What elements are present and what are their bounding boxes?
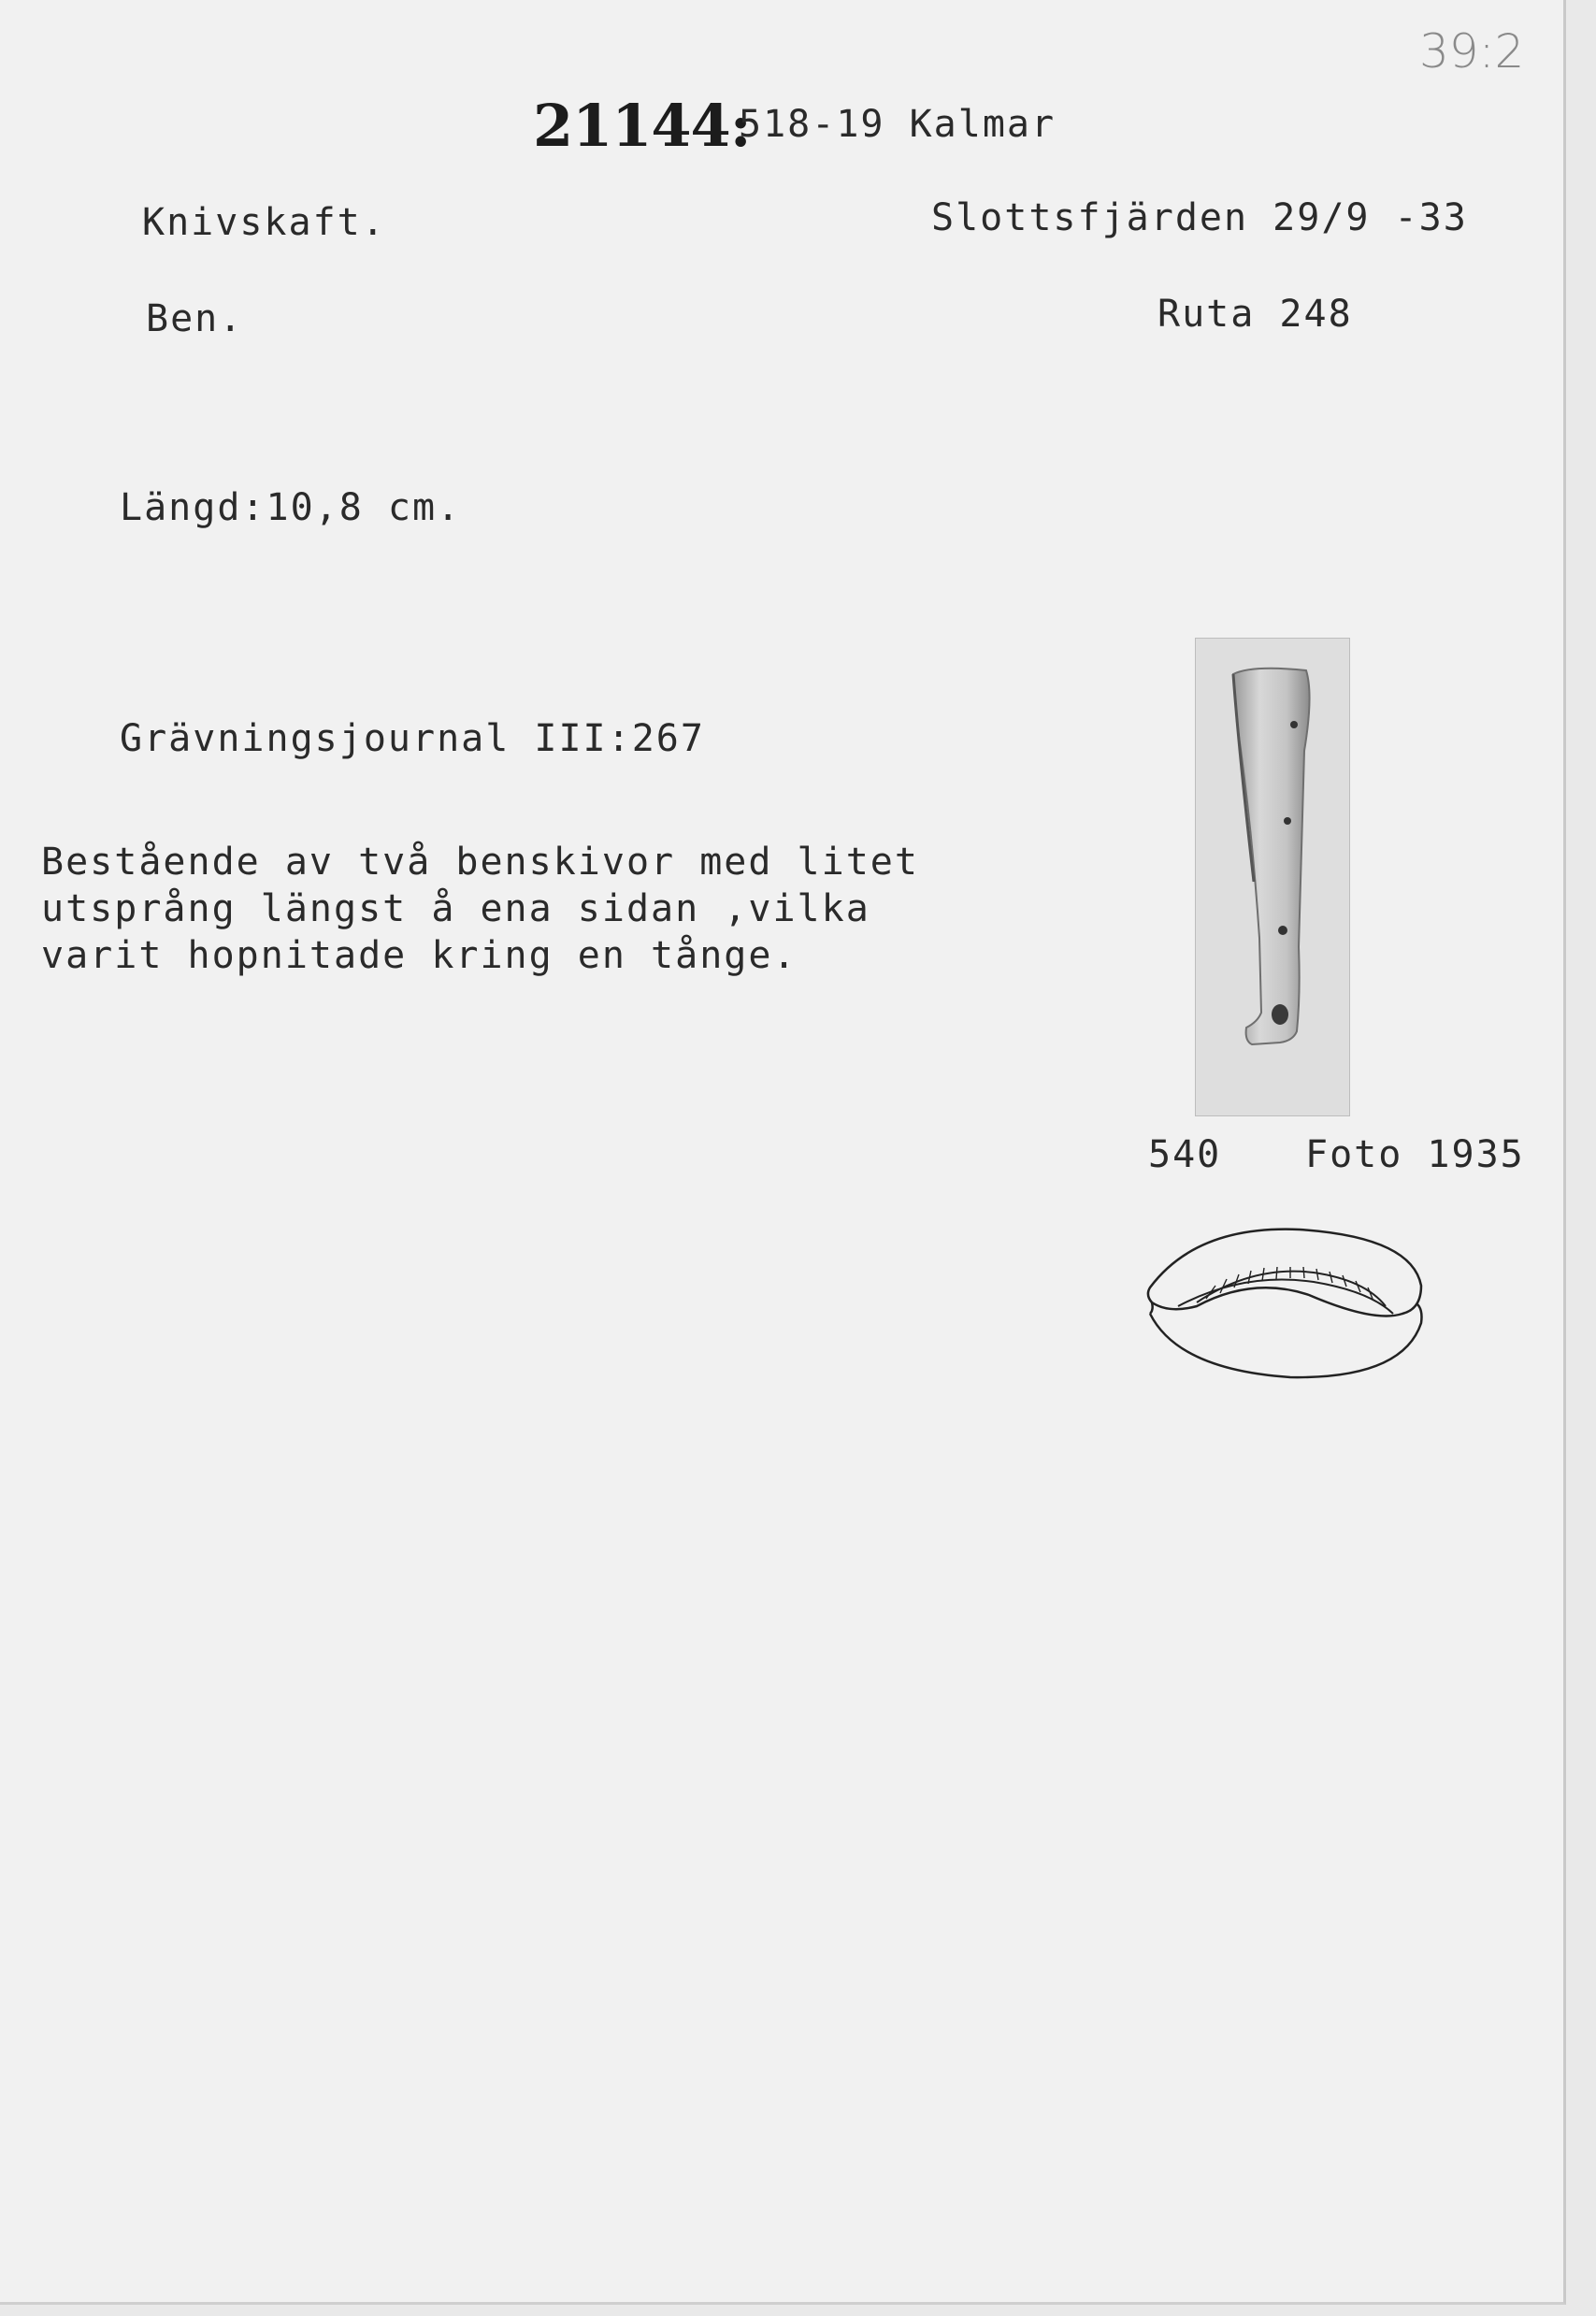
description-line-3: varit hopnitade kring en tånge. (41, 934, 798, 977)
pencil-note: 39:2 (1419, 24, 1525, 79)
negative-number: 540 (1148, 1133, 1222, 1176)
object-name: Knivskaft. (142, 201, 386, 244)
journal-reference: Grävningsjournal III:267 (120, 717, 705, 760)
bone-handle-image (1196, 639, 1349, 1115)
catalog-number: 21144: (533, 92, 751, 160)
object-photograph (1195, 638, 1350, 1116)
description-line-2: utsprång längst å ena sidan ,vilka (41, 887, 870, 930)
location-date: Slottsfjärden 29/9 -33 (931, 196, 1468, 239)
description-line-1: Bestående av två benskivor med litet (41, 841, 919, 884)
catalog-suffix: 518-19 Kalmar (739, 103, 1057, 146)
object-length: Längd:10,8 cm. (120, 486, 462, 529)
cross-section-sketch (1141, 1220, 1431, 1388)
object-material: Ben. (146, 297, 244, 340)
photo-year: Foto 1935 (1305, 1133, 1525, 1176)
square-number: Ruta 248 (1157, 293, 1353, 336)
